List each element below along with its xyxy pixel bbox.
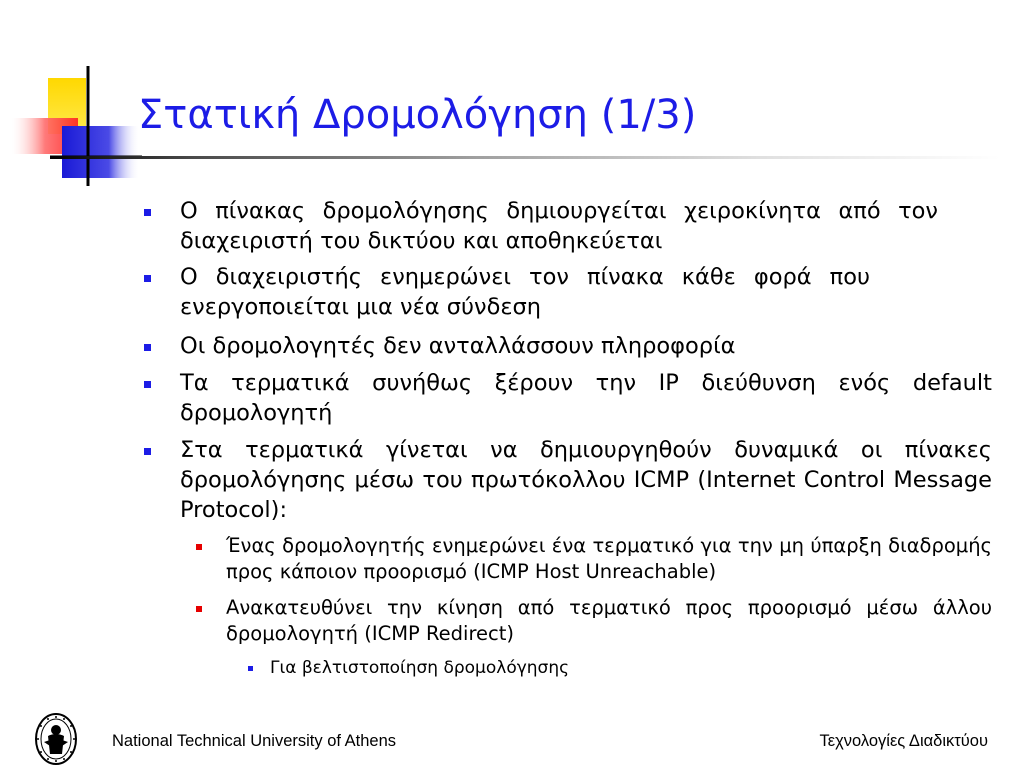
bullet-text: Ανακατευθύνει την κίνηση από τερματικό προς προορισμό μέσω άλλου δρομολογητή (ICMP Redirect) xyxy=(226,596,992,645)
bullet-text: Τα τερματικά συνήθως ξέρουν την IP διεύθυνση ενός default δρομολογητή xyxy=(180,370,992,426)
bullet-marker xyxy=(144,381,151,388)
footer-university-name: National Technical University of Athens xyxy=(112,732,397,750)
university-seal-logo xyxy=(34,712,78,766)
decorative-corner-logo xyxy=(0,0,150,200)
bullet-text: Ο πίνακας δρομολόγησης δημιουργείται χειροκίνητα από τον διαχειριστή του δικτύου και αποθηκεύεται xyxy=(180,198,938,254)
bullet-text: Οι δρομολογητές δεν ανταλλάσσουν πληροφορία xyxy=(180,333,736,359)
bullet-marker xyxy=(144,275,151,282)
bullet-marker xyxy=(196,606,202,612)
bullet-marker xyxy=(144,448,151,455)
footer-course-name: Τεχνολογίες Διαδικτύου xyxy=(819,732,988,750)
bullet-marker xyxy=(196,544,202,550)
bullet-text: Στα τερματικά γίνεται να δημιουργηθούν δυναμικά οι πίνακες δρομολόγησης μέσω του πρωτόκολλου ICMP (Internet Control Message Protocol): xyxy=(180,437,992,523)
slide-title: Στατική Δρομολόγηση (1/3) xyxy=(138,92,697,138)
bullet-marker xyxy=(248,666,253,671)
bullet-text: Ο διαχειριστής ενημερώνει τον πίνακα κάθε φορά που ενεργοποιείται μια νέα σύνδεση xyxy=(180,264,870,320)
bullet-marker xyxy=(144,209,151,216)
bullet-text: Για βελτιστοποίηση δρομολόγησης xyxy=(270,658,570,678)
bullet-text: Ένας δρομολογητής ενημερώνει ένα τερματικό για την μη ύπαρξη διαδρομής προς κάποιον προορισμό (ICMP Host Unreachable) xyxy=(226,534,992,583)
title-underline xyxy=(50,156,1000,159)
bullet-marker xyxy=(144,344,151,351)
